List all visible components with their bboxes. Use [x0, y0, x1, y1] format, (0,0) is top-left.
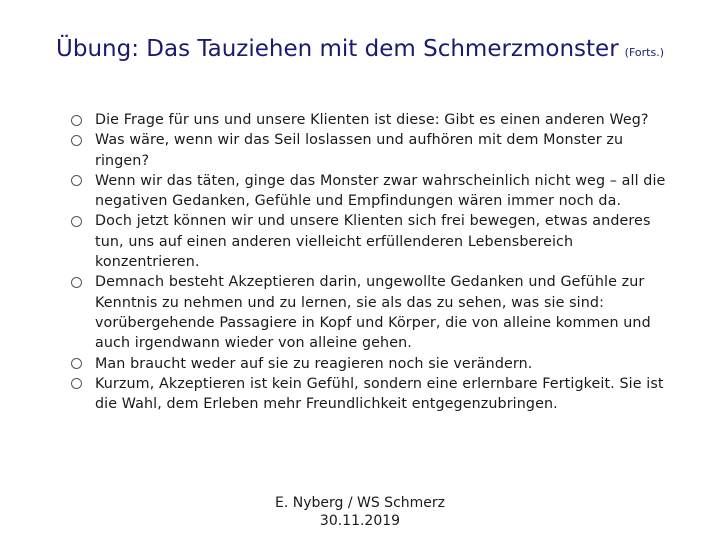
- slide-title: [0, 36, 720, 62]
- bullet-circle-icon: [71, 115, 82, 126]
- bullet-item: [70, 130, 670, 171]
- bullet-text: Man braucht weder auf sie zu reagieren noch sie verändern.: [95, 355, 533, 372]
- bullet-text: Die Frage für uns und unsere Klienten ist diese: Gibt es einen anderen Weg?: [95, 112, 649, 128]
- slide-title-note: (Forts.): [624, 46, 664, 59]
- bullet-item: [70, 354, 670, 374]
- footer-date: 30.11.2019: [319, 513, 401, 529]
- bullet-circle-icon: [71, 358, 82, 369]
- bullet-item: [70, 171, 670, 212]
- bullet-item: [70, 374, 670, 415]
- bullet-text: Wenn wir das täten, ginge das Monster zwar wahrscheinlich nicht weg – all die negativen Gedanken, Gefühle und Empfindungen wären immer noch da.: [95, 172, 666, 210]
- bullet-list: [70, 110, 670, 414]
- bullet-text: Doch jetzt können wir und unsere Klienten sich frei bewegen, etwas anderes tun, uns auf einen anderen vielleicht erfüllenderen Lebensbereich konzentrieren.: [95, 213, 651, 271]
- bullet-circle-icon: [71, 378, 82, 389]
- bullet-item: [70, 272, 670, 353]
- bullet-item: [70, 211, 670, 272]
- bullet-text: Kurzum, Akzeptieren ist kein Gefühl, sondern eine erlernbare Fertigkeit. Sie ist die Wahl, dem Erleben mehr Freundlichkeit entgegenzubringen.: [95, 375, 664, 413]
- bullet-circle-icon: [71, 216, 82, 227]
- slide-footer: [0, 494, 720, 530]
- bullet-item: [70, 110, 670, 130]
- footer-author: E. Nyberg / WS Schmerz: [274, 495, 445, 511]
- bullet-circle-icon: [71, 135, 82, 146]
- slide-title-text: Übung: Das Tauziehen mit dem Schmerzmonster: [56, 36, 619, 62]
- bullet-circle-icon: [71, 277, 82, 288]
- bullet-text: Was wäre, wenn wir das Seil loslassen und aufhören mit dem Monster zu ringen?: [95, 132, 624, 169]
- bullet-text: Demnach besteht Akzeptieren darin, ungewollte Gedanken und Gefühle zur Kenntnis zu nehmen und zu lernen, sie als das zu sehen, was sie sind: vorübergehende Passagiere in Kopf und Körper, die von alleine kommen und auch irgendwann wieder von alleine gehen.: [95, 274, 651, 352]
- bullet-circle-icon: [71, 175, 82, 186]
